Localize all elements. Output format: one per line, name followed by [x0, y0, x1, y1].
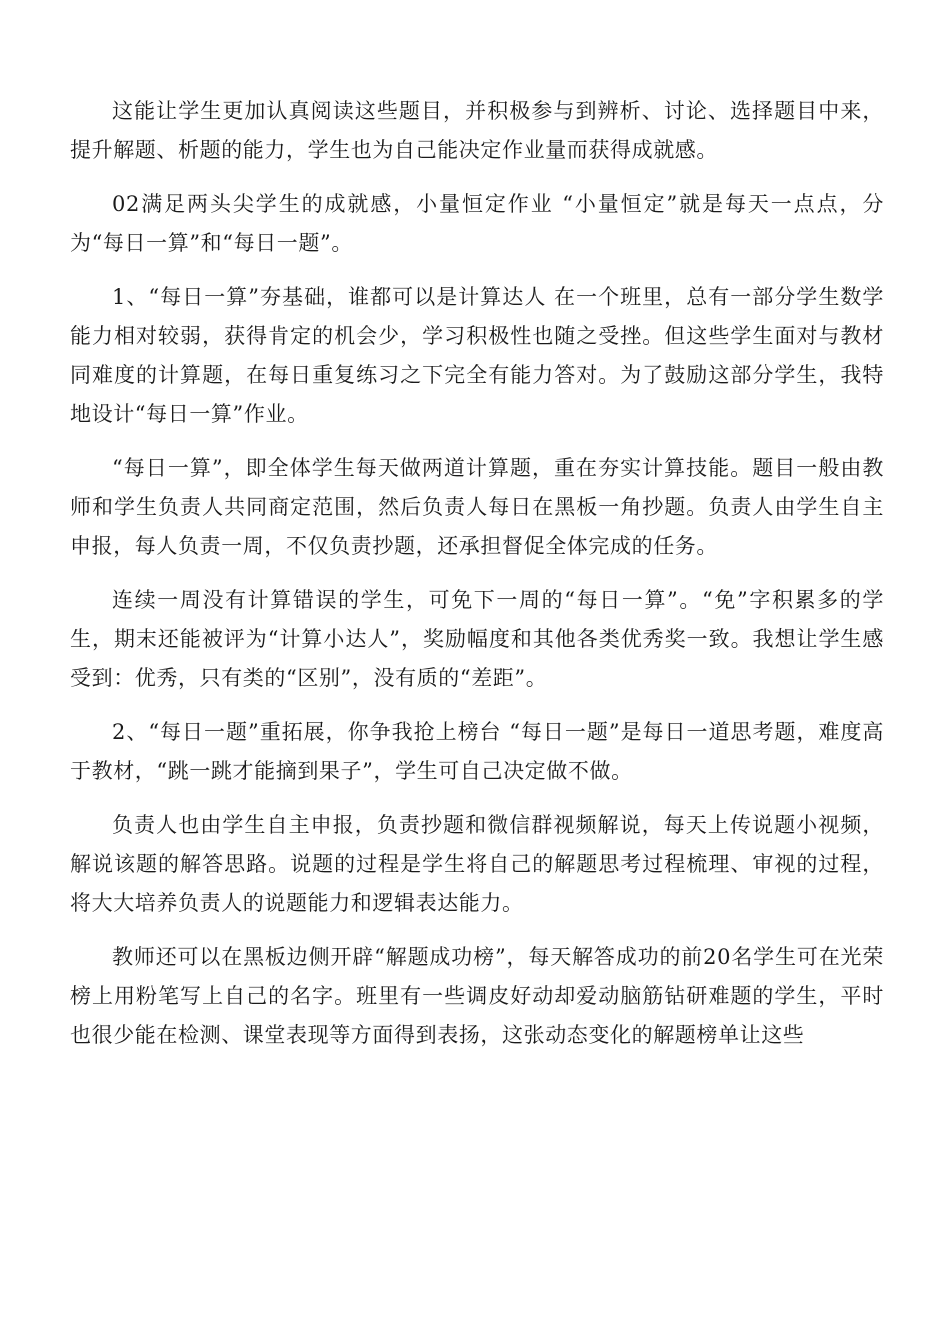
paragraph-1: 这能让学生更加认真阅读这些题目，并积极参与到辨析、讨论、选择题目中来，提升解题、析题的能力，学生也为自己能决定作业量而获得成就感。 — [70, 99, 884, 162]
paragraph-7: 负责人也由学生自主申报，负责抄题和微信群视频解说，每天上传说题小视频，解说该题的解答思路。说题的过程是学生将自己的解题思考过程梳理、审视的过程，将大大培养负责人的说题能力和逻辑表达能力。 — [70, 813, 884, 915]
paragraph-2: 02满足两头尖学生的成就感，小量恒定作业 “小量恒定”就是每天一点点，分为“每日一算”和“每日一题”。 — [70, 192, 884, 255]
paragraph-8: 教师还可以在黑板边侧开辟“解题成功榜”，每天解答成功的前20名学生可在光荣榜上用粉笔写上自己的名字。班里有一些调皮好动却爱动脑筋钻研难题的学生，平时也很少能在检测、课堂表现等方面得到表扬，这张动态变化的解题榜单让这些 — [70, 945, 884, 1047]
document-body — [70, 92, 884, 1070]
paragraph-6: 2、“每日一题”重拓展，你争我抢上榜台 “每日一题”是每日一道思考题，难度高于教材，“跳一跳才能摘到果子”，学生可自己决定做不做。 — [70, 720, 884, 783]
paragraph-3: 1、“每日一算”夯基础，谁都可以是计算达人 在一个班里，总有一部分学生数学能力相对较弱，获得肯定的机会少，学习积极性也随之受挫。但这些学生面对与教材同难度的计算题，在每日重复练习之下完全有能力答对。为了鼓励这部分学生，我特地设计“每日一算”作业。 — [70, 285, 884, 426]
paragraph-5: 连续一周没有计算错误的学生，可免下一周的“每日一算”。“免”字积累多的学生，期末还能被评为“计算小达人”，奖励幅度和其他各类优秀奖一致。我想让学生感受到：优秀，只有类的“区别”，没有质的“差距”。 — [70, 588, 884, 690]
paragraph-4: “每日一算”，即全体学生每天做两道计算题，重在夯实计算技能。题目一般由教师和学生负责人共同商定范围，然后负责人每日在黑板一角抄题。负责人由学生自主申报，每人负责一周，不仅负责抄题，还承担督促全体完成的任务。 — [70, 456, 884, 558]
